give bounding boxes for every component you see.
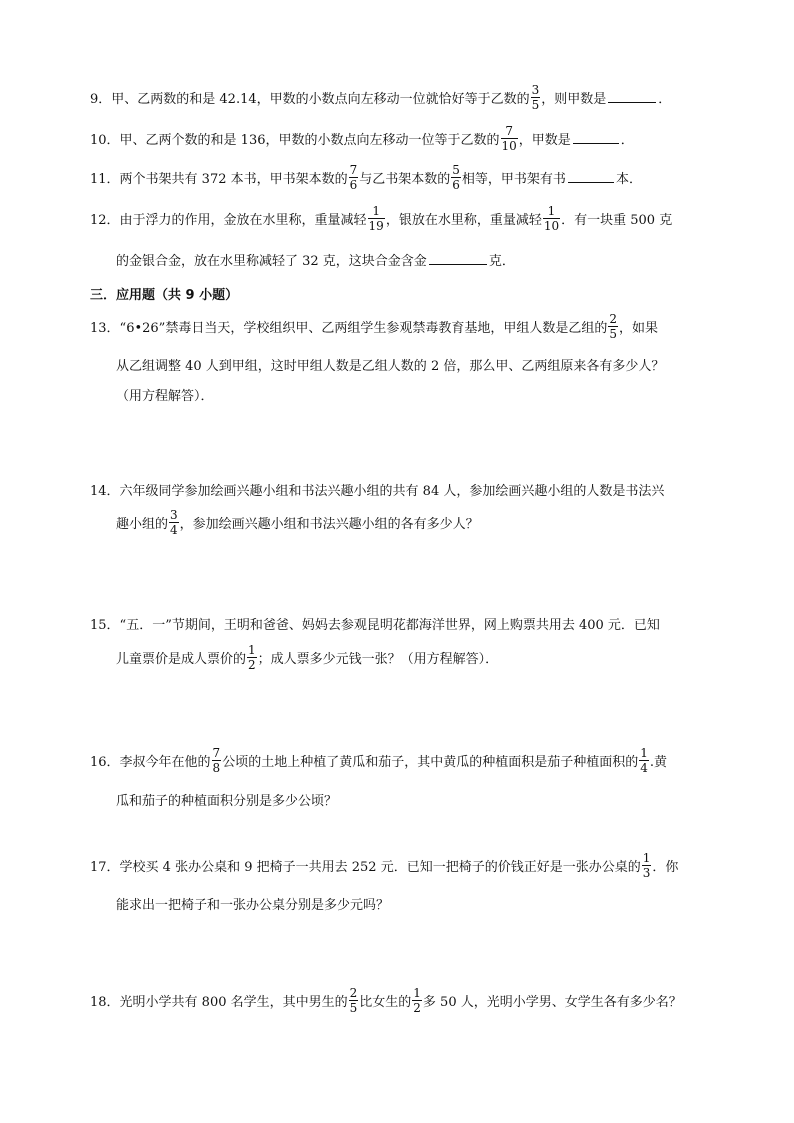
answer-blank[interactable] [429,254,487,265]
q18-text-2: 比女生的 [359,995,412,1010]
q17-text-2: ．你 [652,860,679,875]
q15-text-2: 儿童票价是成人票价的 [116,652,247,667]
q10-text-3: ． [620,133,634,148]
q18-text-1: 18．光明小学共有 800 名学生，其中男生的 [90,995,348,1010]
q16-text-2: 公顷的土地上种植了黄瓜和茄子，其中黄瓜的种植面积是茄子种植面积的 [222,755,639,770]
fraction: $\frac{3}{4}$ [170,508,178,537]
fraction: $\frac{2}{5}$ [349,986,358,1015]
q15-text-3: ；成人票多少元钱一张？（用方程解答）． [257,652,499,667]
question-14-line-2 [116,508,479,537]
question-11 [90,163,642,192]
q9-text-2: ，则甲数是 [541,92,607,107]
fraction: $\frac{1}{4}$ [640,746,648,775]
q13-text-1: 13．“6•26”禁毒日当天，学校组织甲、乙两组学生参观禁毒教育基地，甲组人数是乙组的 [90,321,608,336]
q11-text-4: 本． [615,172,642,187]
fraction: $\frac{7}{10}$ [501,124,517,153]
q12-text-5: 克． [488,254,515,269]
q10-text-1: 10．甲、乙两个数的和是 136，甲数的小数点向左移动一位等于乙数的 [90,133,500,148]
answer-blank[interactable] [573,133,619,144]
q12-text-4: 的金银合金，放在水里称减轻了 32 克，这块合金含金 [116,254,427,269]
question-13-line-1 [90,312,658,341]
q11-text-1: 11．两个书架共有 372 本书，甲书架本数的 [90,172,348,187]
q18-text-3: 多 50 人，光明小学男、女学生各有多少名？ [422,995,682,1010]
q13-text-3: 从乙组调整 40 人到甲组，这时甲组人数是乙组人数的 2 倍，那么甲、乙两组原来各有多少人？ [116,359,665,374]
q13-text-4: （用方程解答）． [116,389,214,404]
question-13-line-2 [116,355,664,374]
fraction: $\frac{7}{8}$ [212,746,221,775]
q17-text-1: 17．学校买 4 张办公桌和 9 把椅子一共用去 252 元．已知一把椅子的价钱正好是一张办公桌的 [90,860,641,875]
fraction: $\frac{1}{2}$ [413,986,421,1015]
q14-text-3: ，参加绘画兴趣小组和书法兴趣小组的各有多少人？ [179,517,479,532]
question-12-line-1 [90,204,672,233]
q10-text-2: ，甲数是 [518,133,571,148]
fraction: $\frac{1}{3}$ [642,851,651,880]
question-16-line-2 [116,790,337,809]
q17-text-3: 能求出一把椅子和一张办公桌分别是多少元吗？ [116,898,390,913]
question-15-line-2 [116,643,498,672]
q12-text-1: 12．由于浮力的作用，金放在水里称，重量减轻 [90,213,367,228]
fraction: $\frac{5}{6}$ [452,163,460,192]
section-heading [90,284,238,303]
q14-text-2: 趣小组的 [116,517,169,532]
question-17-line-1 [90,851,678,880]
question-9 [90,83,671,112]
fraction: $\frac{2}{5}$ [609,312,617,341]
q11-text-2: 与乙书架本数的 [359,172,451,187]
answer-blank[interactable] [608,92,656,103]
q15-text-1: 15．“五．一”节期间，王明和爸爸、妈妈去参观昆明花都海洋世界，网上购票共用去 400 元．已知 [90,618,660,633]
section-title: 三．应用题（共 9 小题） [90,288,239,303]
q13-text-2: ，如果 [618,321,658,336]
question-12-line-2 [116,250,515,269]
question-14-line-1 [90,480,664,499]
q16-text-4: 瓜和茄子的种植面积分别是多少公顷？ [116,794,338,809]
fraction: $\frac{7}{6}$ [349,163,358,192]
question-10 [90,124,634,153]
question-17-line-2 [116,894,389,913]
question-18-line-1 [90,986,682,1015]
q16-text-1: 16．李叔今年在他的 [90,755,211,770]
q12-text-3: ．有一块重 500 克 [561,213,673,228]
answer-blank[interactable] [568,172,614,183]
q9-text-3: ． [658,92,672,107]
fraction: $\frac{1}{19}$ [368,204,384,233]
fraction: $\frac{1}{2}$ [248,643,256,672]
q11-text-3: 相等，甲书架有书 [461,172,566,187]
q16-text-3: .黄 [649,755,667,770]
fraction: $\frac{1}{10}$ [543,204,560,233]
q9-text-1: 9．甲、乙两数的和是 42.14，甲数的小数点向左移动一位就恰好等于乙数的 [90,92,530,107]
fraction: $\frac{3}{5}$ [531,83,540,112]
q12-text-2: ，银放在水里称，重量减轻 [385,213,542,228]
question-15-line-1 [90,614,660,633]
question-13-line-3 [116,385,214,404]
question-16-line-1 [90,746,667,775]
q14-text-1: 14．六年级同学参加绘画兴趣小组和书法兴趣小组的共有 84 人，参加绘画兴趣小组的人数是书法兴 [90,484,665,499]
